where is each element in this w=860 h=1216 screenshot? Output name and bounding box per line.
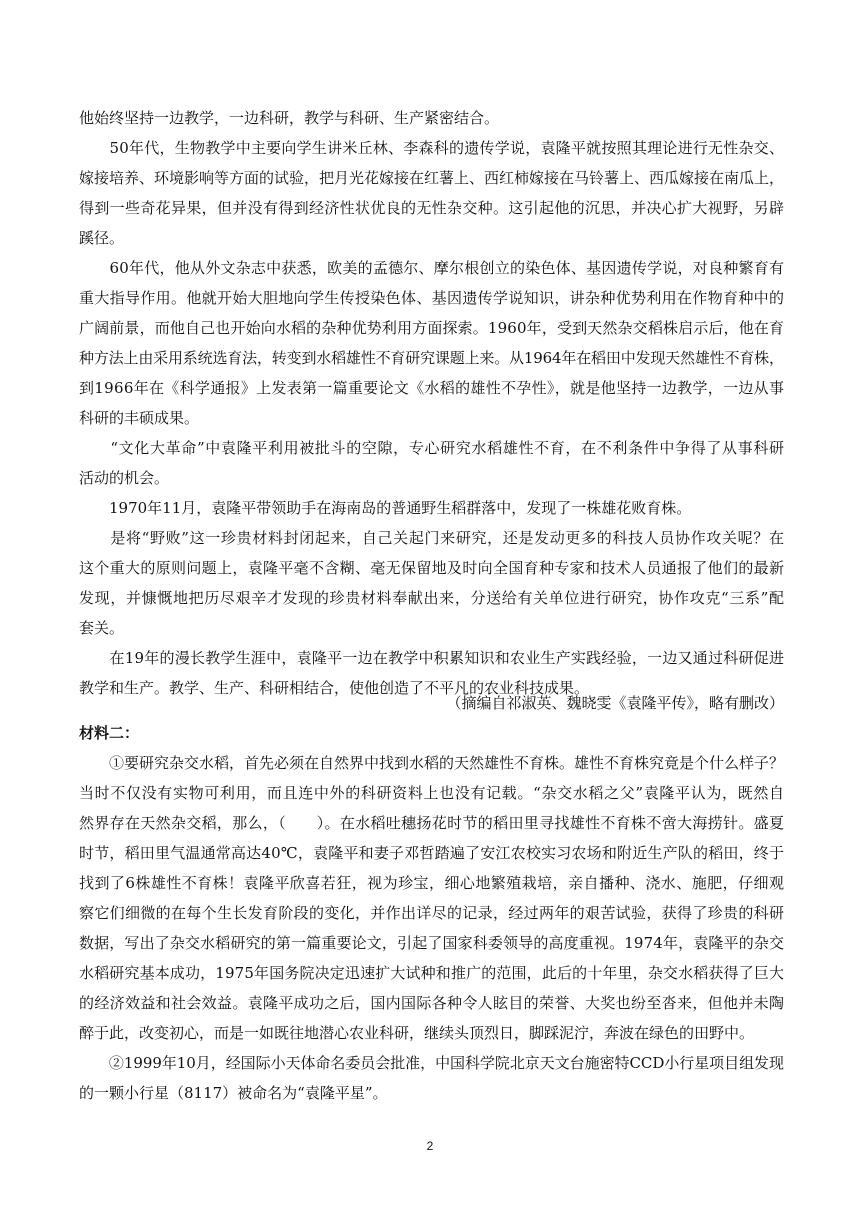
paragraph [79, 493, 784, 523]
text-line: 他始终坚持一边教学，一边科研，教学与科研、生产紧密结合。 [79, 109, 500, 127]
text-line: 的一颗小行星（8117）被命名为“袁隆平星”。 [79, 1084, 388, 1102]
paragraph [79, 433, 784, 493]
text-line: 数据，写出了杂交水稻研究的第一篇重要论文，引起了国家科委领导的高度重视。1974年，袁隆平的杂交 [79, 934, 785, 952]
paragraph [79, 523, 784, 643]
text-line: 察它们细微的在每个生长发育阶段的变化，并作出详尽的记录，经过两年的艰苦试验，获得了珍贵的科研 [79, 904, 785, 922]
text-line: 的经济效益和社会效益。袁隆平成功之后，国内国际各种令人眩目的荣誉、大奖也纷至沓来，但他并未陶 [79, 994, 785, 1012]
paragraph [79, 253, 784, 433]
text-line: 时节，稻田里气温通常高达40℃，袁隆平和妻子邓哲踏遍了安江农校实习农场和附近生产队的稻田，终于 [79, 844, 785, 862]
text-line: 在19年的漫长教学生涯中，袁隆平一边在教学中积累知识和农业生产实践经验，一边又通过科研促进 [79, 649, 785, 667]
paragraph [79, 748, 784, 1048]
text-line: 发现，并慷慨地把历尽艰辛才发现的珍贵材料奉献出来，分送给有关单位进行研究，协作攻克“三系”配 [79, 589, 785, 607]
paragraph [79, 1048, 784, 1108]
text-line: 醉于此，改变初心，而是一如既往地潜心农业科研，继续头顶烈日，脚踩泥泞，奔波在绿色的田野中。 [79, 1024, 755, 1042]
text-line: 到1966年在《科学通报》上发表第一篇重要论文《水稻的雄性不孕性》，就是他坚持一边教学，一边从事 [79, 379, 785, 397]
text-line: 50年代，生物教学中主要向学生讲米丘林、李森科的遗传学说，袁隆平就按照其理论进行无性杂交、 [79, 139, 785, 157]
text-line: 这个重大的原则问题上，袁隆平毫不含糊、毫无保留地及时向全国育种专家和技术人员通报了他们的最新 [79, 559, 785, 577]
text-line: 嫁接培养、环境影响等方面的试验，把月光花嫁接在红薯上、西红柿嫁接在马铃薯上、西瓜嫁接在南瓜上， [79, 169, 784, 187]
paragraph [79, 103, 784, 133]
page-number: 2 [426, 1139, 434, 1153]
text-line: 60年代，他从外文杂志中获悉，欧美的孟德尔、摩尔根创立的染色体、基因遗传学说，对良种繁育有 [79, 259, 785, 277]
text-line: 重大指导作用。他就开始大胆地向学生传授染色体、基因遗传学说知识，讲杂种优势利用在作物育种中的 [79, 289, 785, 307]
text-line: 当时不仅没有实物可利用，而且连中外的科研资料上也没有记载。“杂交水稻之父”袁隆平认为，既然自 [79, 784, 785, 802]
text-line: 套关。 [79, 619, 125, 637]
text-line: 1970年11月，袁隆平带领助手在海南岛的普通野生稻群落中，发现了一株雄花败育株。 [79, 499, 692, 517]
source-credit: （摘编自祁淑英、魏晓雯《袁隆平传》，略有删改） [446, 694, 784, 712]
text-line: 教学和生产。教学、生产、科研相结合，使他创造了不平凡的农业科技成果。 [79, 679, 590, 697]
text-line: 科研的丰硕成果。 [79, 409, 200, 427]
text-line: “文化大革命”中袁隆平利用被批斗的空隙，专心研究水稻雄性不育，在不利条件中争得了从事科研 [79, 439, 785, 457]
text-line: 找到了6株雄性不育株！袁隆平欣喜若狂，视为珍宝，细心地繁殖栽培，亲自播种、浇水、施肥，仔细观 [79, 874, 785, 892]
text-line: 活动的机会。 [79, 469, 170, 487]
section-heading: 材料二： [79, 724, 140, 742]
text-line: 蹊径。 [79, 229, 125, 247]
text-line: 种方法上由采用系统选育法，转变到水稻雄性不育研究课题上来。从1964年在稻田中发现天然雄性不育株， [79, 349, 784, 367]
text-line: 水稻研究基本成功，1975年国务院决定迅速扩大试种和推广的范围，此后的十年里，杂交水稻获得了巨大 [79, 964, 785, 982]
text-line: 然界存在天然杂交稻，那么，（ ）。在水稻吐穗扬花时节的稻田里寻找雄性不育株不啻大海捞针。盛夏 [79, 814, 785, 832]
text-line: 是将“野败”这一珍贵材料封闭起来，自己关起门来研究，还是发动更多的科技人员协作攻关呢？在 [79, 529, 785, 547]
paragraph [79, 133, 784, 253]
text-line: ①要研究杂交水稻，首先必须在自然界中找到水稻的天然雄性不育株。雄性不育株究竟是个什么样子？ [79, 754, 784, 772]
text-line: 得到一些奇花异果，但并没有得到经济性状优良的无性杂交种。这引起他的沉思，并决心扩大视野，另辟 [79, 199, 785, 217]
text-line: 广阔前景，而他自己也开始向水稻的杂种优势利用方面探索。1960年，受到天然杂交稻株启示后，他在育 [79, 319, 785, 337]
text-line: ②1999年10月，经国际小天体命名委员会批准，中国科学院北京天文台施密特CCD小行星项目组发现 [79, 1054, 784, 1072]
